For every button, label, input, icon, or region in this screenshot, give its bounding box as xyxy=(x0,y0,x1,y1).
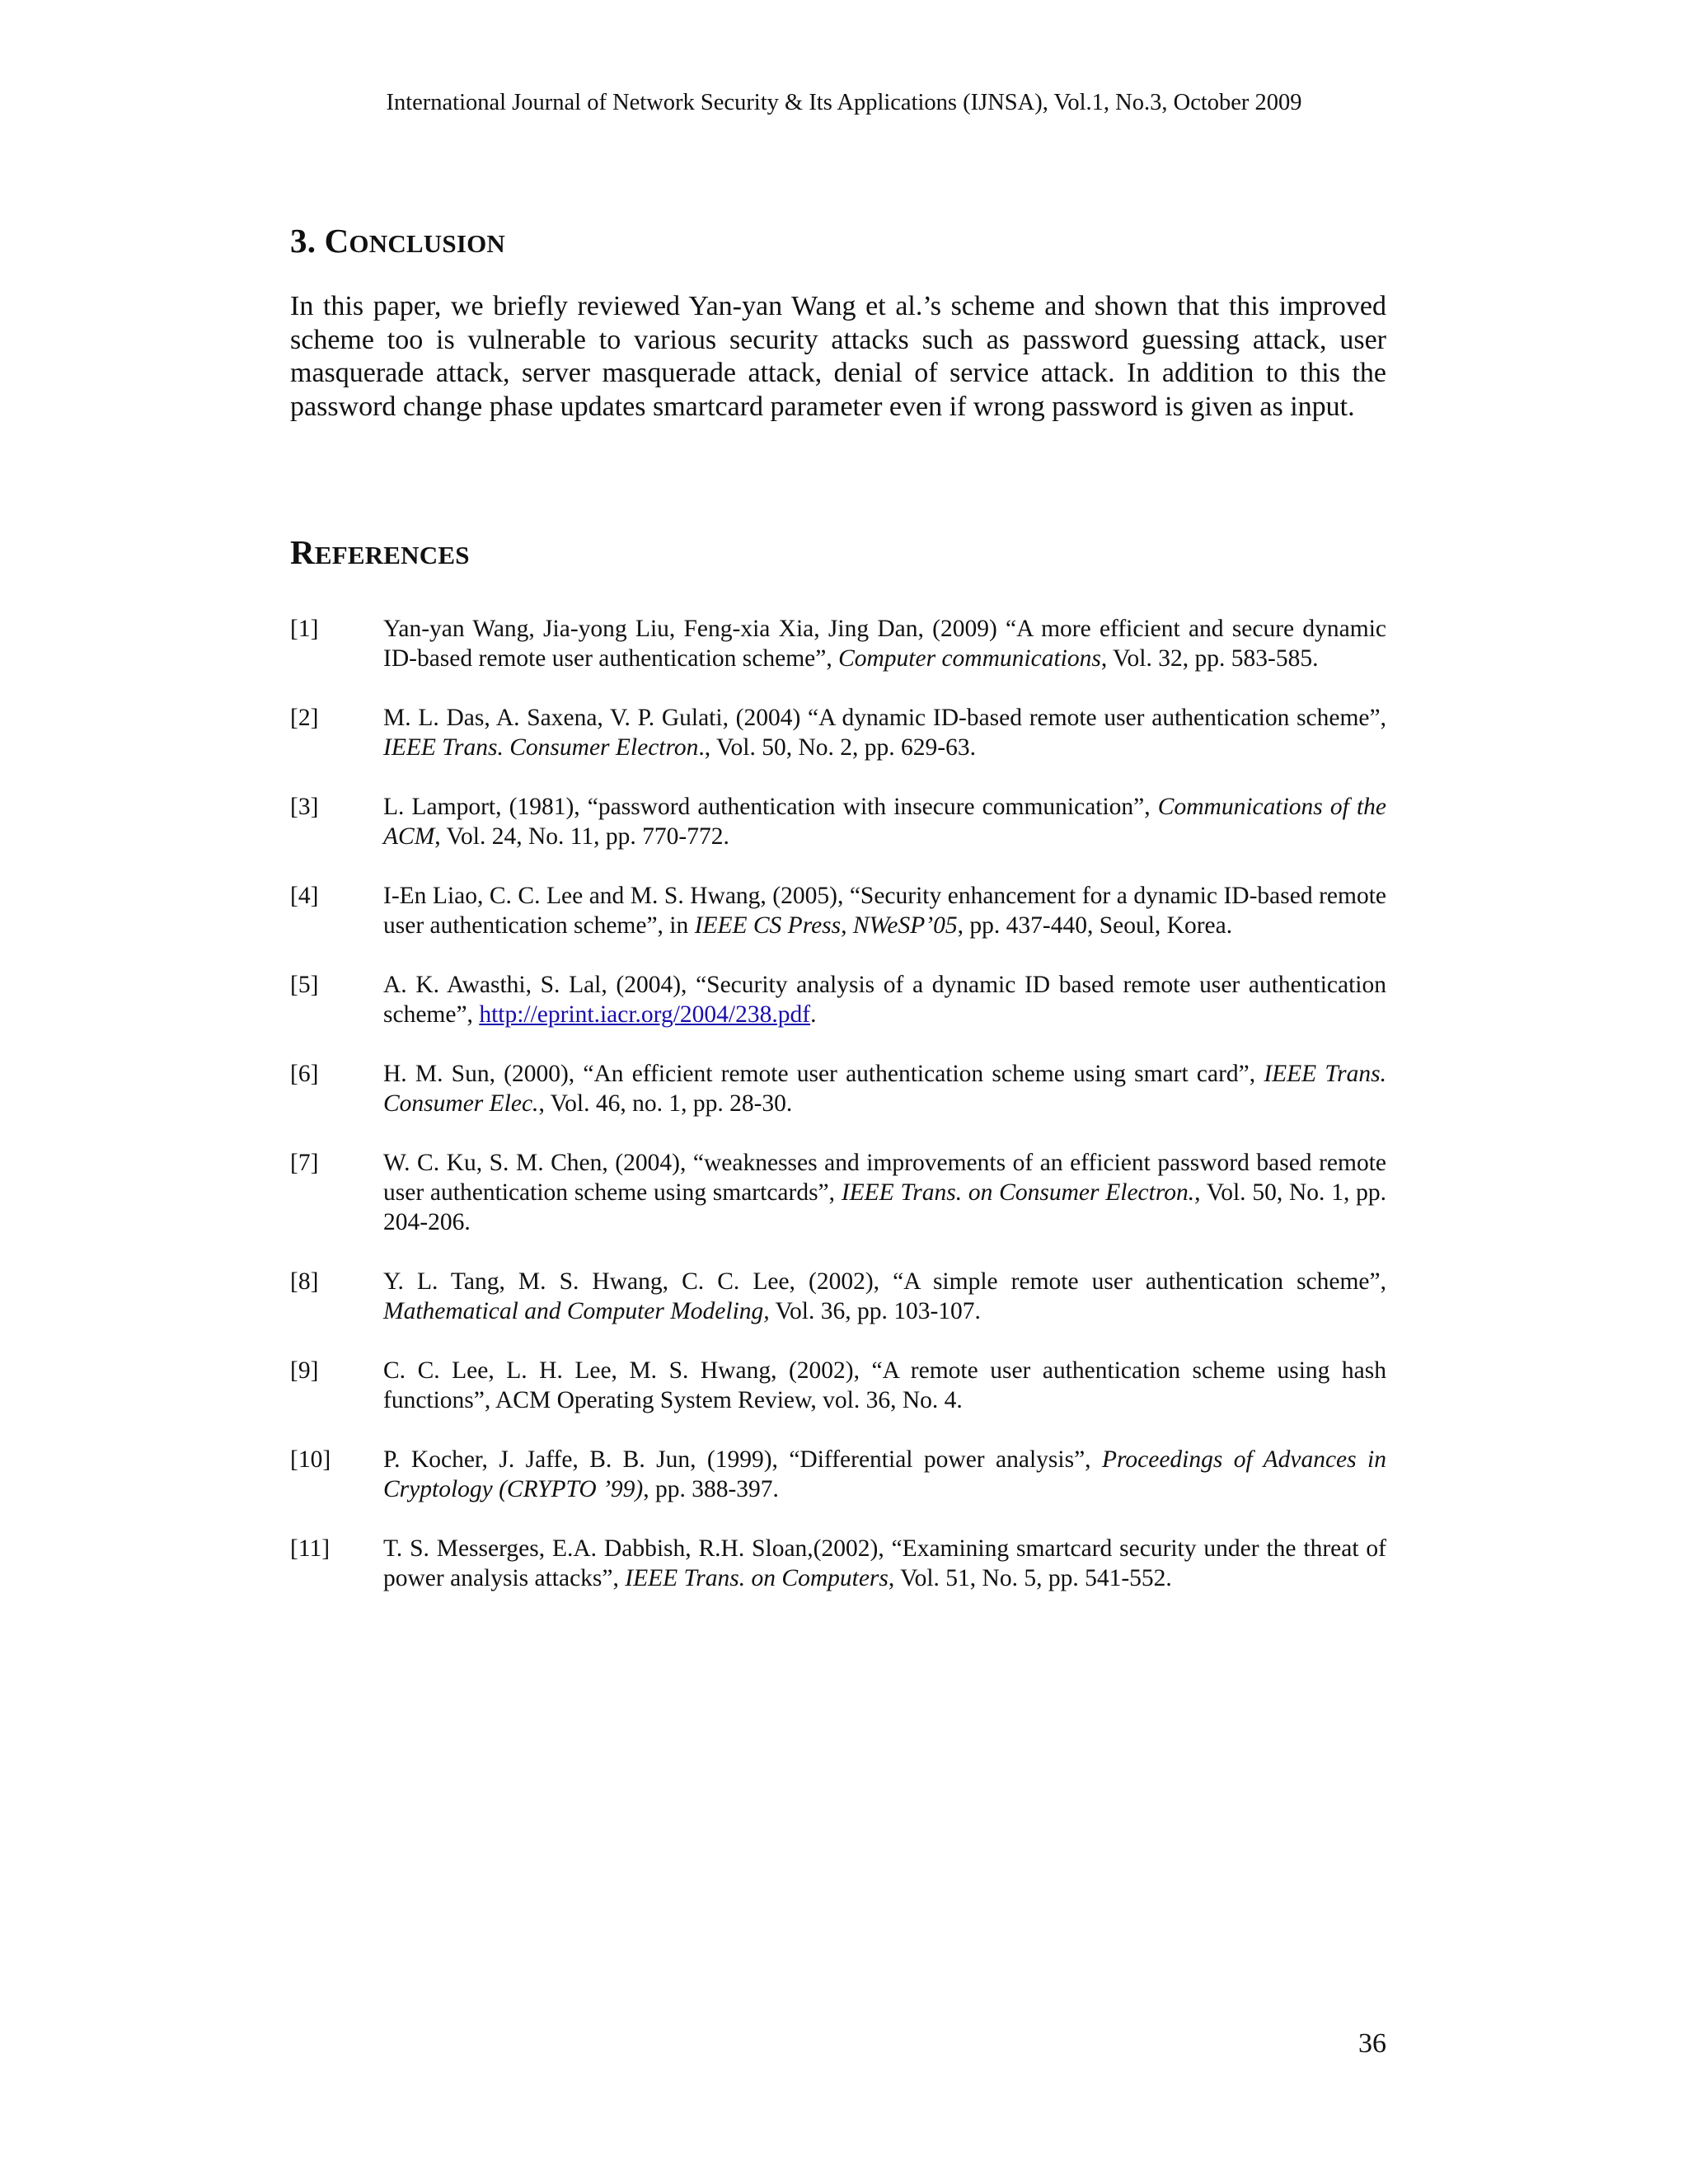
reference-number: [11] xyxy=(290,1535,331,1562)
reference-segment: , Vol. 46, no. 1, pp. 28-30. xyxy=(538,1090,793,1117)
reference-text xyxy=(383,881,1386,940)
reference-number: [1] xyxy=(290,616,319,642)
reference-segment: , pp. 388-397. xyxy=(643,1476,779,1502)
reference-segment: Vol. 36, pp. 103-107. xyxy=(769,1298,981,1324)
reference-number: [10] xyxy=(290,1446,331,1473)
reference-number: [4] xyxy=(290,883,319,909)
reference-text xyxy=(383,703,1386,762)
reference-segment: T. S. Messerges, E.A. Dabbish, R.H. Sloan,(2002), “Examining smartcard security under the threat of power analysis attacks”, xyxy=(383,1535,1386,1591)
reference-segment: A. K. Awasthi, S. Lal, (2004), “Security analysis of a dynamic ID based remote user authentication scheme”, xyxy=(383,972,1386,1028)
reference-item xyxy=(290,1445,1386,1504)
reference-text xyxy=(383,1445,1386,1504)
section-title-initial: R xyxy=(290,533,315,571)
reference-item xyxy=(290,703,1386,762)
reference-item xyxy=(290,970,1386,1029)
reference-number: [3] xyxy=(290,794,319,820)
reference-segment: C. C. Lee, L. H. Lee, M. S. Hwang, (2002), “A remote user authentication scheme using hash functions”, ACM Operating System Review, vol. 36, No. 4. xyxy=(383,1357,1386,1413)
conclusion-paragraph: In this paper, we briefly reviewed Yan-yan Wang et al.’s scheme and shown that this improved scheme too is vulnerable to various security attacks such as password guessing attack, user masquerade attack, server masquerade attack, denial of service attack. In addition to this the password change phase updates smartcard parameter even if wrong password is given as input. xyxy=(290,291,1386,422)
reference-text xyxy=(383,614,1386,673)
reference-venue: IEEE Trans. on Consumer Electron. xyxy=(841,1179,1195,1206)
reference-segment: ., Vol. 50, No. 2, pp. 629-63. xyxy=(698,734,976,761)
section-title-initial: C xyxy=(324,222,349,260)
reference-text xyxy=(383,1356,1386,1415)
reference-item xyxy=(290,881,1386,940)
reference-item xyxy=(290,1267,1386,1326)
reference-link[interactable]: http://eprint.iacr.org/2004/238.pdf xyxy=(479,1001,811,1028)
reference-venue: Computer communications xyxy=(838,645,1101,672)
reference-item xyxy=(290,614,1386,673)
reference-segment: W. C. Ku, S. M. Chen, (2004), “weaknesses and improvements of an efficient password based remote user authentication scheme using smartcards”, xyxy=(383,1150,1386,1206)
reference-item xyxy=(290,1356,1386,1415)
reference-segment: , Vol. 50, No. 1, pp. 204-206. xyxy=(383,1179,1386,1235)
reference-number: [5] xyxy=(290,972,319,998)
reference-segment: H. M. Sun, (2000), “An efficient remote user authentication scheme using smart card”, xyxy=(383,1061,1264,1087)
reference-venue: Mathematical and Computer Modeling, xyxy=(383,1298,770,1324)
reference-item xyxy=(290,1534,1386,1593)
references-heading xyxy=(290,532,470,575)
reference-text xyxy=(383,1148,1386,1237)
reference-segment: M. L. Das, A. Saxena, V. P. Gulati, (2004) “A dynamic ID-based remote user authentication scheme”, xyxy=(383,705,1386,731)
reference-number: [2] xyxy=(290,705,319,731)
section-title-rest: ONCLUSION xyxy=(349,229,505,258)
reference-segment: , Vol. 51, No. 5, pp. 541-552. xyxy=(888,1565,1172,1591)
reference-segment: I-En Liao, C. C. Lee and M. S. Hwang, (2005), “Security enhancement for a dynamic ID-based remote user authentication scheme”, in xyxy=(383,883,1386,939)
reference-number: [9] xyxy=(290,1357,319,1384)
reference-venue: IEEE Trans. Consumer Electron xyxy=(383,734,699,761)
reference-venue: Proceedings of Advances in Cryptology (CRYPTO ’99) xyxy=(383,1446,1386,1502)
reference-venue: Communications of the ACM xyxy=(383,794,1386,850)
reference-text xyxy=(383,792,1386,851)
reference-item xyxy=(290,1148,1386,1237)
reference-list xyxy=(290,614,1386,1623)
reference-segment: Y. L. Tang, M. S. Hwang, C. C. Lee, (2002), “A simple remote user authentication scheme”, xyxy=(383,1268,1386,1295)
conclusion-heading xyxy=(290,221,505,264)
reference-item xyxy=(290,792,1386,851)
reference-segment: Yan-yan Wang, Jia-yong Liu, Feng-xia Xia, Jing Dan, (2009) “A more efficient and secure dynamic ID-based remote user authentication scheme”, xyxy=(383,616,1386,672)
reference-text xyxy=(383,1267,1386,1326)
reference-text xyxy=(383,1059,1386,1118)
section-number: 3. xyxy=(290,222,316,260)
reference-text xyxy=(383,1534,1386,1593)
reference-number: [6] xyxy=(290,1061,319,1087)
reference-text xyxy=(383,970,1386,1029)
reference-segment: . xyxy=(810,1001,817,1028)
reference-item xyxy=(290,1059,1386,1118)
reference-segment: , pp. 437-440, Seoul, Korea. xyxy=(957,912,1233,939)
reference-number: [7] xyxy=(290,1150,319,1176)
section-title-rest: EFERENCES xyxy=(314,541,470,569)
reference-segment: , Vol. 24, No. 11, pp. 770-772. xyxy=(434,823,729,850)
reference-segment: P. Kocher, J. Jaffe, B. B. Jun, (1999), “Differential power analysis”, xyxy=(383,1446,1102,1473)
reference-venue: IEEE CS Press, NWeSP’05 xyxy=(694,912,958,939)
reference-segment: L. Lamport, (1981), “password authentication with insecure communication”, xyxy=(383,794,1158,820)
reference-number: [8] xyxy=(290,1268,319,1295)
running-header: International Journal of Network Security & Its Applications (IJNSA), Vol.1, No.3, October 2009 xyxy=(386,90,1302,115)
page-number: 36 xyxy=(1358,2028,1386,2059)
reference-venue: IEEE Trans. Consumer Elec. xyxy=(383,1061,1387,1117)
reference-venue: IEEE Trans. on Computers xyxy=(625,1565,889,1591)
reference-segment: , Vol. 32, pp. 583-585. xyxy=(1100,645,1319,672)
